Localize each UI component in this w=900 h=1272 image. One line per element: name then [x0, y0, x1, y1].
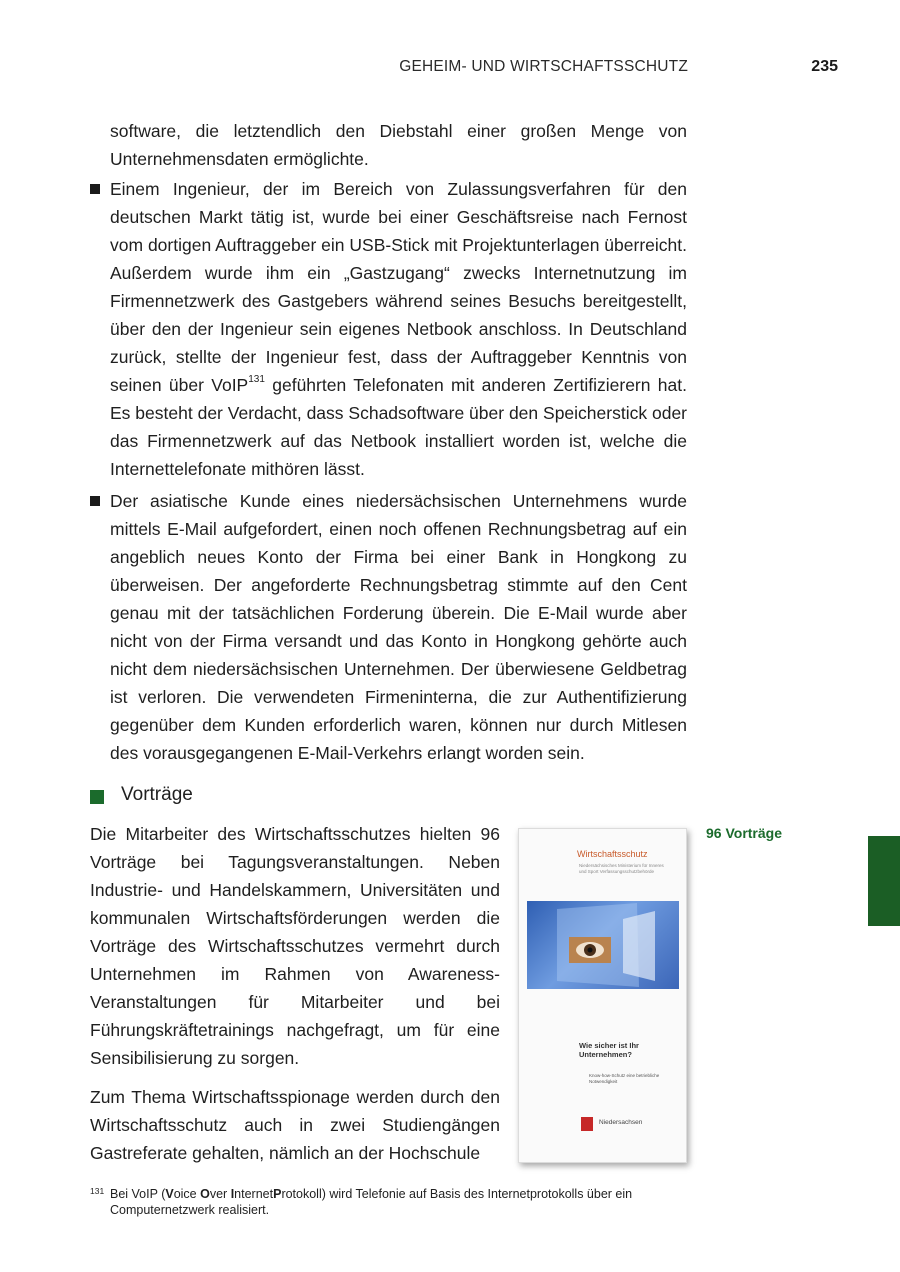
fn-part: Bei VoIP ( [110, 1187, 166, 1201]
fn-bold: P [273, 1187, 282, 1201]
heading-square-icon [90, 790, 104, 804]
bullet-item-engineer [90, 175, 687, 483]
continuation-paragraph [110, 117, 687, 173]
bullet-text-part: geführten Telefonaten mit anderen Zertifizierern hat. Es besteht der Verdacht, dass Schadsoftware über den Speicherstick oder das Firmennetzwerk auf das Netbook installiert worden ist, welche die Internettelefonate mithören lässt. [110, 375, 687, 479]
fn-part: oice [173, 1187, 201, 1201]
fn-part: nternet [234, 1187, 274, 1201]
brochure-title: Wirtschaftsschutz [577, 849, 648, 859]
brochure-question: Wie sicher ist Ihr Unternehmen? [579, 1041, 639, 1059]
paragraph-text: Die Mitarbeiter des Wirtschaftsschutzes hielten 96 Vorträge bei Tagungsveranstaltungen. Neben Industrie- und Handelskammern, Universitäten und kommunalen Wirtschaftsförderungen werden die Vorträge des Wirtschaftsschutzes vermehrt durch Unternehmen im Rahmen von Awareness-Veranstaltungen für Mitarbeiter und bei Führungskräftetrainings nachgefragt, um für eine Sensibilisierung zu sorgen. [90, 824, 500, 1068]
bullet-text: Der asiatische Kunde eines niedersächsischen Unternehmens wurde mittels E-Mail aufgefordert, einen noch offenen Rechnungsbetrag auf ein angeblich neues Konto der Firma bei einer Bank in Hongkong zu überweisen. Der angeforderte Rechnungsbetrag stimmte auf den Cent genau mit der tatsächlichen Forderung überein. Die E-Mail wurde aber nicht von der Firma versandt und das Konto in Hongkong gehörte auch nicht dem niedersächsischen Unternehmen. Der überwiesene Geldbetrag ist verloren. Die verwendeten Firmeninterna, die zur Authentifizierung gegenüber dem Kunden erforderlich waren, können nur durch Mitlesen des vorausgegangenen E-Mail-Verkehrs erlangt worden sein. [110, 491, 687, 763]
fn-part: rotokoll) wird Telefonie auf Basis des Internetprotokolls über ein Computernetzwerk realisiert. [110, 1187, 633, 1217]
chapter-tab [868, 836, 900, 926]
bullet-item-customer [90, 487, 687, 767]
paragraph-text: Zum Thema Wirtschaftsspionage werden durch den Wirtschaftsschutz auch in zwei Studiengängen Gastreferate gehalten, nämlich an der Hochschule [90, 1087, 500, 1163]
bullet-text [110, 175, 687, 483]
bullet-square-icon [90, 184, 100, 194]
fn-bold: V [165, 1187, 174, 1201]
brochure-eye-photo [527, 901, 679, 989]
footnote-text [110, 1186, 690, 1218]
footnote-ref: 131 [248, 374, 265, 386]
continuation-text: software, die letztendlich den Diebstahl einer großen Menge von Unternehmensdaten ermöglichte. [110, 121, 687, 169]
fn-bold: O [200, 1187, 210, 1201]
fn-part: ver [209, 1187, 231, 1201]
bullet-text-part: Einem Ingenieur, der im Bereich von Zulassungsverfahren für den deutschen Markt tätig ist, wurde bei einer Geschäftsreise nach Fernost vom dortigen Auftraggeber ein USB-Stick mit Projektunterlagen überreicht. Außerdem wurde ihm ein „Gastzugang“ zwecks Internetnutzung im Firmennetzwerk des Gastgebers während seines Besuchs bereitgestellt, über den der Ingenieur sein eigenes Netbook anschloss. In Deutschland zurück, stellte der Ingenieur fest, dass der Auftraggeber Kenntnis von seinen über VoIP [110, 179, 687, 395]
paragraph-guest-lectures [90, 1083, 500, 1167]
running-header: GEHEIM- UND WIRTSCHAFTSSCHUTZ [399, 58, 688, 75]
brochure-image [518, 828, 687, 1163]
footnote [90, 1186, 690, 1218]
brochure-state-name: Niedersachsen [599, 1119, 643, 1126]
eye-icon [527, 901, 679, 989]
paragraph-talks [90, 820, 500, 1072]
page-number: 235 [811, 58, 838, 75]
brochure-small-text: Know-how-Schutz eine betriebliche Notwendigkeit [589, 1073, 660, 1084]
margin-note: 96 Vorträge [706, 825, 782, 841]
fn-bold: I [230, 1187, 235, 1201]
footnote-number: 131 [90, 1186, 105, 1196]
bullet-square-icon [90, 496, 100, 506]
brochure-subtitle: Niedersächsisches Ministerium für Inneres und Sport Verfassungsschutzbehörde [579, 863, 664, 874]
state-crest-icon [581, 1117, 593, 1131]
section-heading-label: Vorträge [121, 784, 193, 805]
